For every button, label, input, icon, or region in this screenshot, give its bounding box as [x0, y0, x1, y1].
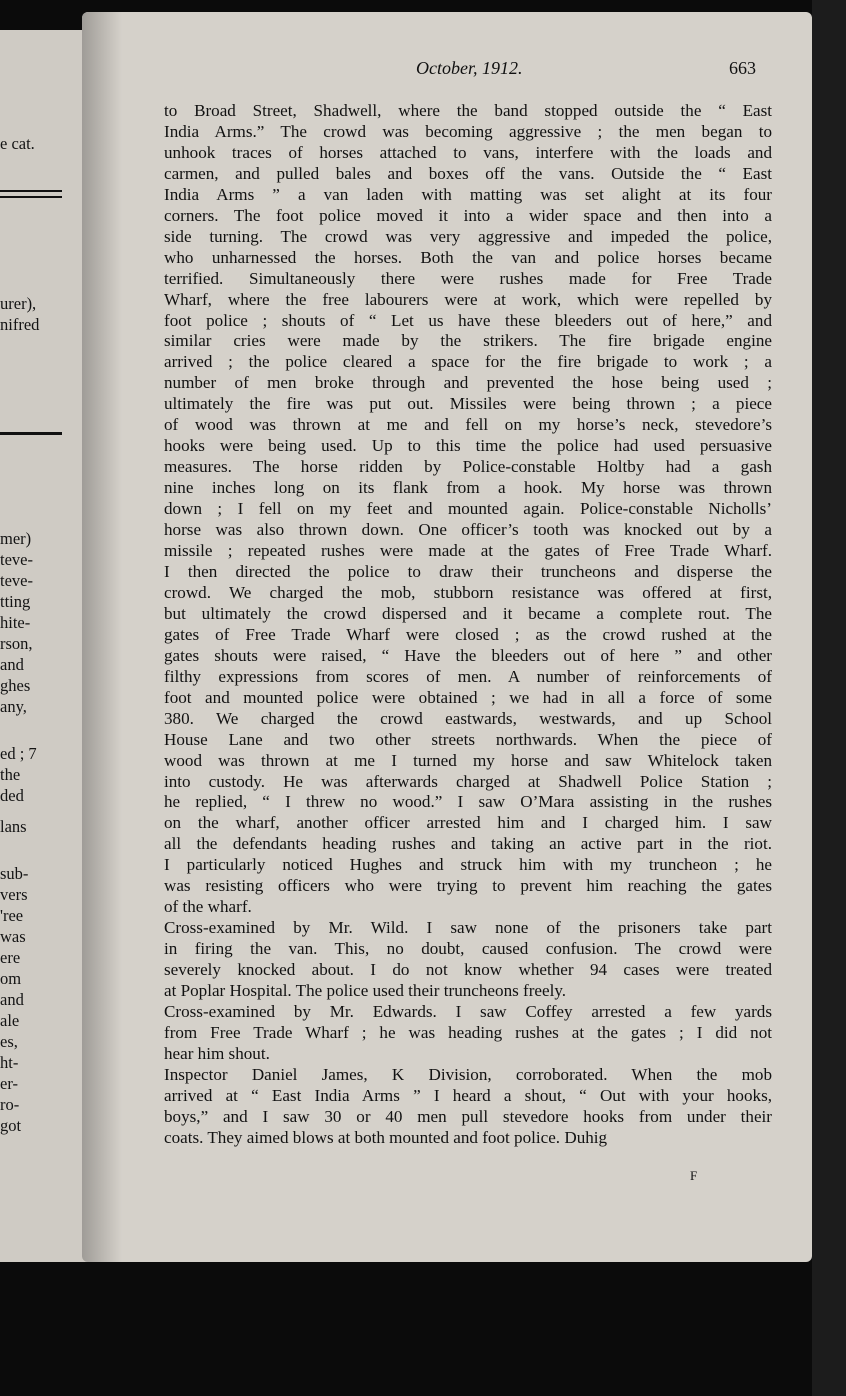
text-line: hooks were being used. Up to this time the police had used persuasive	[164, 436, 772, 456]
text-line: but ultimately the crowd dispersed and it became a complete rout. The	[164, 603, 772, 623]
facing-page-line: er-	[0, 1074, 18, 1093]
text-line: coats. They aimed blows at both mounted and foot police. Duhig	[164, 1127, 608, 1147]
text-line: wood was thrown at me I turned my horse and saw Whitelock taken	[164, 750, 772, 770]
text-line: down ; I fell on my feet and mounted again. Police-constable Nicholls’	[164, 499, 772, 519]
facing-page-line: ded	[0, 786, 24, 805]
text-line: similar cries were made by the strikers. The fire brigade engine	[164, 331, 772, 351]
text-line: from Free Trade Wharf ; he was heading rushes at the gates ; I did not	[164, 1022, 772, 1042]
facing-page-line: om	[0, 969, 22, 988]
facing-page-line: sub-	[0, 864, 29, 883]
text-line: he replied, “ I threw no wood.” I saw O’Mara assisting in the rushes	[164, 792, 772, 812]
text-line: unhook traces of horses attached to vans, interfere with the loads and	[164, 142, 772, 162]
text-line: to Broad Street, Shadwell, where the band stopped outside the “ East	[164, 101, 772, 120]
text-line: foot police ; shouts of “ Let us have these bleeders out of here,” and	[164, 310, 772, 330]
text-line: corners. The foot police moved it into a wider space and then into a	[164, 205, 772, 225]
facing-page-line: got	[0, 1116, 22, 1135]
facing-page-line: ere	[0, 948, 21, 967]
background-edge	[812, 0, 846, 1396]
facing-page-line: the	[0, 765, 21, 784]
text-line: measures. The horse ridden by Police-constable Holtby had a gash	[164, 457, 772, 477]
facing-page-line: lans	[0, 817, 27, 836]
page-header	[416, 58, 756, 79]
facing-page-line: hite-	[0, 613, 31, 632]
text-line: who unharnessed the horses. Both the van and police horses became	[164, 247, 772, 267]
text-line: nine inches long on its flank from a hook. My horse was thrown	[164, 478, 772, 498]
text-line: into custody. He was afterwards charged at Shadwell Police Station ;	[164, 771, 772, 791]
body-text	[164, 101, 772, 1149]
text-line: boys,” and I saw 30 or 40 men pull stevedore hooks from under their	[164, 1106, 772, 1126]
text-line: carmen, and pulled bales and boxes off the vans. Outside the “ East	[164, 163, 772, 183]
facing-page-line: ale	[0, 1011, 20, 1030]
text-line: India Arms.” The crowd was becoming aggressive ; the men began to	[164, 121, 772, 141]
facing-page-line: ed ; 7	[0, 744, 37, 763]
text-line: horse was also thrown down. One officer’s tooth was knocked out by a	[164, 520, 772, 540]
text-line: gates shouts were raised, “ Have the bleeders out of here ” and other	[164, 645, 772, 665]
text-line: hear him shout.	[164, 1043, 270, 1063]
facing-page-line: nifred	[0, 315, 40, 334]
text-line: India Arms ” a van laden with matting was set alight at its four	[164, 184, 772, 204]
text-line: all the defendants heading rushes and taking an active part in the riot.	[164, 834, 772, 854]
facing-page-line: vers	[0, 885, 28, 904]
page-curl-shadow	[82, 12, 122, 1262]
facing-page-line: ht-	[0, 1053, 19, 1072]
facing-page-rule	[0, 190, 62, 192]
facing-page-line: ghes	[0, 676, 31, 695]
facing-page-line: ro-	[0, 1095, 20, 1114]
text-line: I particularly noticed Hughes and struck him with my truncheon ; he	[164, 855, 772, 875]
text-line: was resisting officers who were trying to prevent him reaching the gates	[164, 876, 772, 896]
text-line: Wharf, where the free labourers were at work, which were repelled by	[164, 289, 772, 309]
text-line: arrived ; the police cleared a space for the fire brigade to work ; a	[164, 352, 772, 372]
text-line: Inspector Daniel James, K Division, corroborated. When the mob	[164, 1064, 772, 1084]
facing-page-line: 'ree	[0, 906, 24, 925]
facing-page-line: teve-	[0, 550, 33, 569]
text-line: missile ; repeated rushes were made at the gates of Free Trade Wharf.	[164, 541, 772, 561]
facing-page-line: was	[0, 927, 26, 946]
facing-page-rule	[0, 196, 62, 198]
facing-page-line: mer)	[0, 529, 32, 548]
signature-mark: F	[690, 1168, 698, 1183]
text-line: of wood was thrown at me and fell on my horse’s neck, stevedore’s	[164, 415, 772, 435]
text-line: number of men broke through and prevented the hose being used ;	[164, 373, 772, 393]
text-line: at Poplar Hospital. The police used their truncheons freely.	[164, 981, 567, 1001]
text-line: on the wharf, another officer arrested him and I charged him. I saw	[164, 813, 772, 833]
text-line: I then directed the police to draw their truncheons and disperse the	[164, 561, 772, 581]
facing-page-line: rson,	[0, 634, 33, 653]
text-line: filthy expressions from scores of men. A number of reinforcements of	[164, 666, 772, 686]
facing-page-line: urer),	[0, 294, 37, 313]
facing-page-line: es,	[0, 1032, 18, 1051]
facing-page-line: any,	[0, 697, 27, 716]
text-line: House Lane and two other streets northwards. When the piece of	[164, 729, 772, 749]
text-line: of the wharf.	[164, 897, 252, 917]
facing-page-line: tting	[0, 592, 31, 611]
header-date: October, 1912.	[416, 58, 523, 78]
page-number: 663	[729, 58, 756, 78]
text-line: Cross-examined by Mr. Edwards. I saw Coffey arrested a few yards	[164, 1001, 772, 1021]
facing-page-line: teve-	[0, 571, 33, 590]
text-line: 380. We charged the crowd eastwards, westwards, and up School	[164, 708, 772, 728]
text-line: terrified. Simultaneously there were rushes made for Free Trade	[164, 268, 772, 288]
text-line: foot and mounted police were obtained ; we had in all a force of some	[164, 687, 772, 707]
facing-page-rule	[0, 432, 62, 435]
text-line: gates of Free Trade Wharf were closed ; as the crowd rushed at the	[164, 624, 772, 644]
facing-page-line: e cat.	[0, 134, 35, 153]
text-line: in firing the van. This, no doubt, caused confusion. The crowd were	[164, 939, 772, 959]
facing-page-line: and	[0, 990, 24, 1009]
text-line: side turning. The crowd was very aggressive and impeded the police,	[164, 226, 772, 246]
text-line: arrived at “ East India Arms ” I heard a shout, “ Out with your hooks,	[164, 1085, 772, 1105]
text-line: severely knocked about. I do not know whether 94 cases were treated	[164, 960, 772, 980]
text-line: crowd. We charged the mob, stubborn resistance was offered at first,	[164, 582, 772, 602]
text-line: Cross-examined by Mr. Wild. I saw none of the prisoners take part	[164, 918, 772, 938]
text-line: ultimately the fire was put out. Missiles were being thrown ; a piece	[164, 394, 772, 414]
facing-page-line: and	[0, 655, 24, 674]
